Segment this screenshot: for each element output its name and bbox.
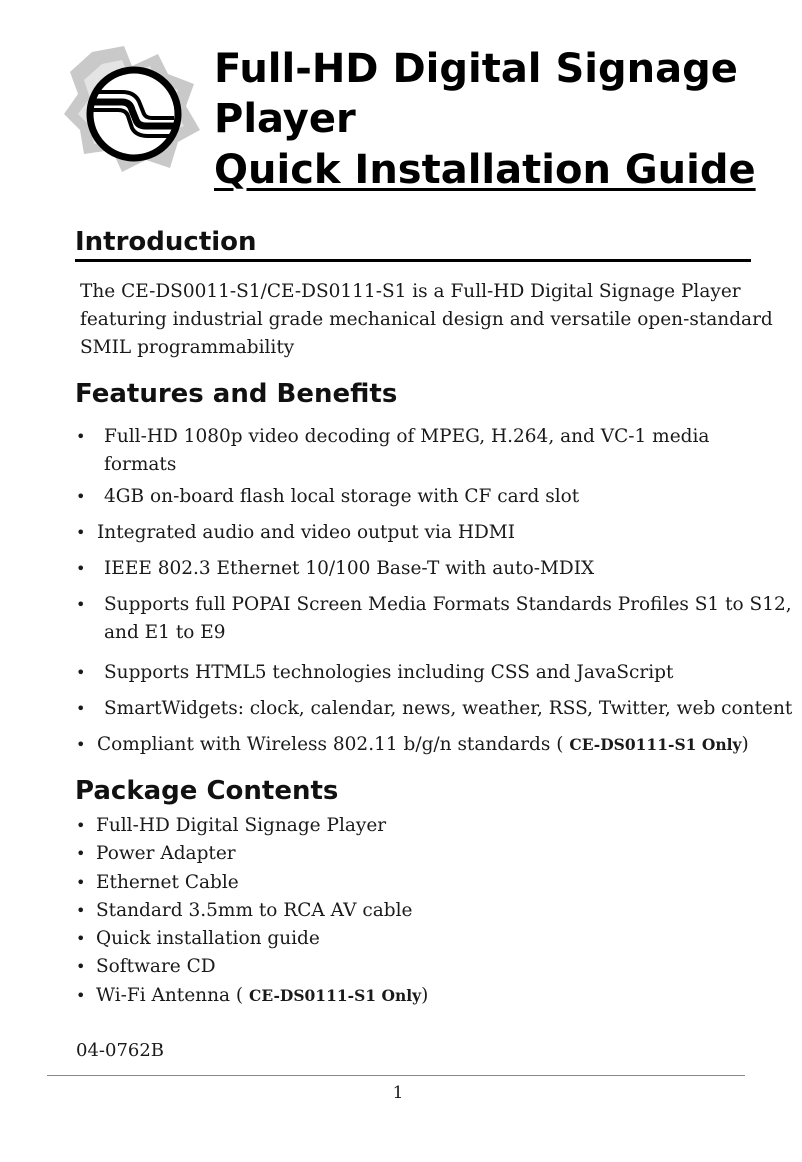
list-item bbox=[76, 483, 792, 519]
introduction-heading: Introduction bbox=[75, 227, 257, 257]
feature-text: 4GB on-board flash local storage with CF card slot bbox=[104, 486, 580, 507]
bullet-icon: • bbox=[76, 699, 86, 718]
features-heading: Features and Benefits bbox=[75, 379, 398, 409]
document-title-line-2: Player bbox=[214, 96, 356, 142]
introduction-line: The CE-DS0011-S1/CE-DS0111-S1 is a Full-HD Digital Signage Player bbox=[80, 281, 741, 302]
feature-text: IEEE 802.3 Ethernet 10/100 Base-T with auto-MDIX bbox=[104, 558, 595, 579]
feature-text: Integrated audio and video output via HDMI bbox=[97, 522, 516, 543]
features-list bbox=[76, 423, 792, 767]
document-title-line-1: Full-HD Digital Signage bbox=[214, 46, 738, 92]
list-item bbox=[76, 519, 792, 555]
model-note: CE-DS0111-S1 Only bbox=[569, 735, 742, 754]
bullet-icon: • bbox=[76, 595, 86, 614]
list-item bbox=[76, 840, 428, 868]
bullet-icon: • bbox=[76, 872, 86, 892]
bullet-icon: • bbox=[76, 985, 86, 1005]
list-item bbox=[76, 695, 792, 731]
document-subtitle: Quick Installation Guide bbox=[214, 147, 756, 193]
list-item bbox=[76, 555, 792, 591]
list-item bbox=[76, 731, 792, 767]
list-item bbox=[76, 897, 428, 925]
bullet-icon: • bbox=[76, 929, 86, 949]
package-item-text: Power Adapter bbox=[96, 843, 236, 865]
package-list bbox=[76, 812, 428, 1010]
bullet-icon: • bbox=[76, 900, 86, 920]
package-heading: Package Contents bbox=[75, 776, 339, 806]
list-item bbox=[76, 659, 792, 695]
footer-rule bbox=[47, 1075, 745, 1076]
feature-text-continued: formats bbox=[104, 454, 177, 475]
feature-text: Supports full POPAI Screen Media Formats Standards Profiles S1 to S12, bbox=[104, 594, 792, 615]
bullet-icon: • bbox=[76, 487, 86, 506]
package-item-text bbox=[96, 982, 428, 1010]
package-item-text: Software CD bbox=[96, 956, 216, 978]
package-item-text: Ethernet Cable bbox=[96, 871, 239, 893]
package-item-part: Wi-Fi Antenna ( bbox=[96, 984, 244, 1006]
model-note: CE-DS0111-S1 Only bbox=[249, 985, 422, 1005]
feature-text-continued: and E1 to E9 bbox=[104, 622, 226, 643]
list-item bbox=[76, 423, 792, 477]
bullet-icon: • bbox=[76, 844, 86, 864]
bullet-icon: • bbox=[76, 427, 86, 446]
list-item bbox=[76, 591, 792, 653]
bullet-icon: • bbox=[76, 663, 86, 682]
title-block bbox=[214, 44, 774, 196]
list-item bbox=[76, 869, 428, 897]
list-item bbox=[76, 953, 428, 981]
feature-text: Supports HTML5 technologies including CSS and JavaScript bbox=[104, 662, 674, 683]
bullet-icon: • bbox=[76, 816, 86, 835]
bullet-icon: • bbox=[76, 523, 86, 542]
siig-s-logo-icon bbox=[62, 44, 202, 174]
package-item-text: Standard 3.5mm to RCA AV cable bbox=[96, 899, 413, 921]
list-item bbox=[76, 812, 428, 840]
feature-text: Full-HD 1080p video decoding of MPEG, H.264, and VC-1 media bbox=[104, 426, 710, 447]
feature-text: SmartWidgets: clock, calendar, news, weather, RSS, Twitter, web content bbox=[104, 698, 793, 719]
package-item-suffix: ) bbox=[421, 984, 429, 1006]
page-number: 1 bbox=[392, 1083, 404, 1103]
list-item bbox=[76, 925, 428, 953]
feature-text bbox=[97, 731, 792, 759]
introduction-line: featuring industrial grade mechanical design and versatile open-standard bbox=[80, 309, 773, 330]
bullet-icon: • bbox=[76, 559, 86, 578]
feature-text-suffix: ) bbox=[741, 734, 749, 755]
document-number: 04-0762B bbox=[76, 1040, 165, 1061]
introduction-rule bbox=[75, 259, 751, 262]
package-item-text: Full-HD Digital Signage Player bbox=[96, 815, 387, 836]
bullet-icon: • bbox=[76, 957, 86, 977]
introduction-paragraph bbox=[80, 278, 773, 362]
introduction-line: SMIL programmability bbox=[80, 337, 295, 358]
package-item-text: Quick installation guide bbox=[96, 928, 320, 950]
feature-text-part: Compliant with Wireless 802.11 b/g/n standards ( bbox=[97, 734, 564, 755]
bullet-icon: • bbox=[76, 735, 86, 754]
list-item bbox=[76, 982, 428, 1010]
